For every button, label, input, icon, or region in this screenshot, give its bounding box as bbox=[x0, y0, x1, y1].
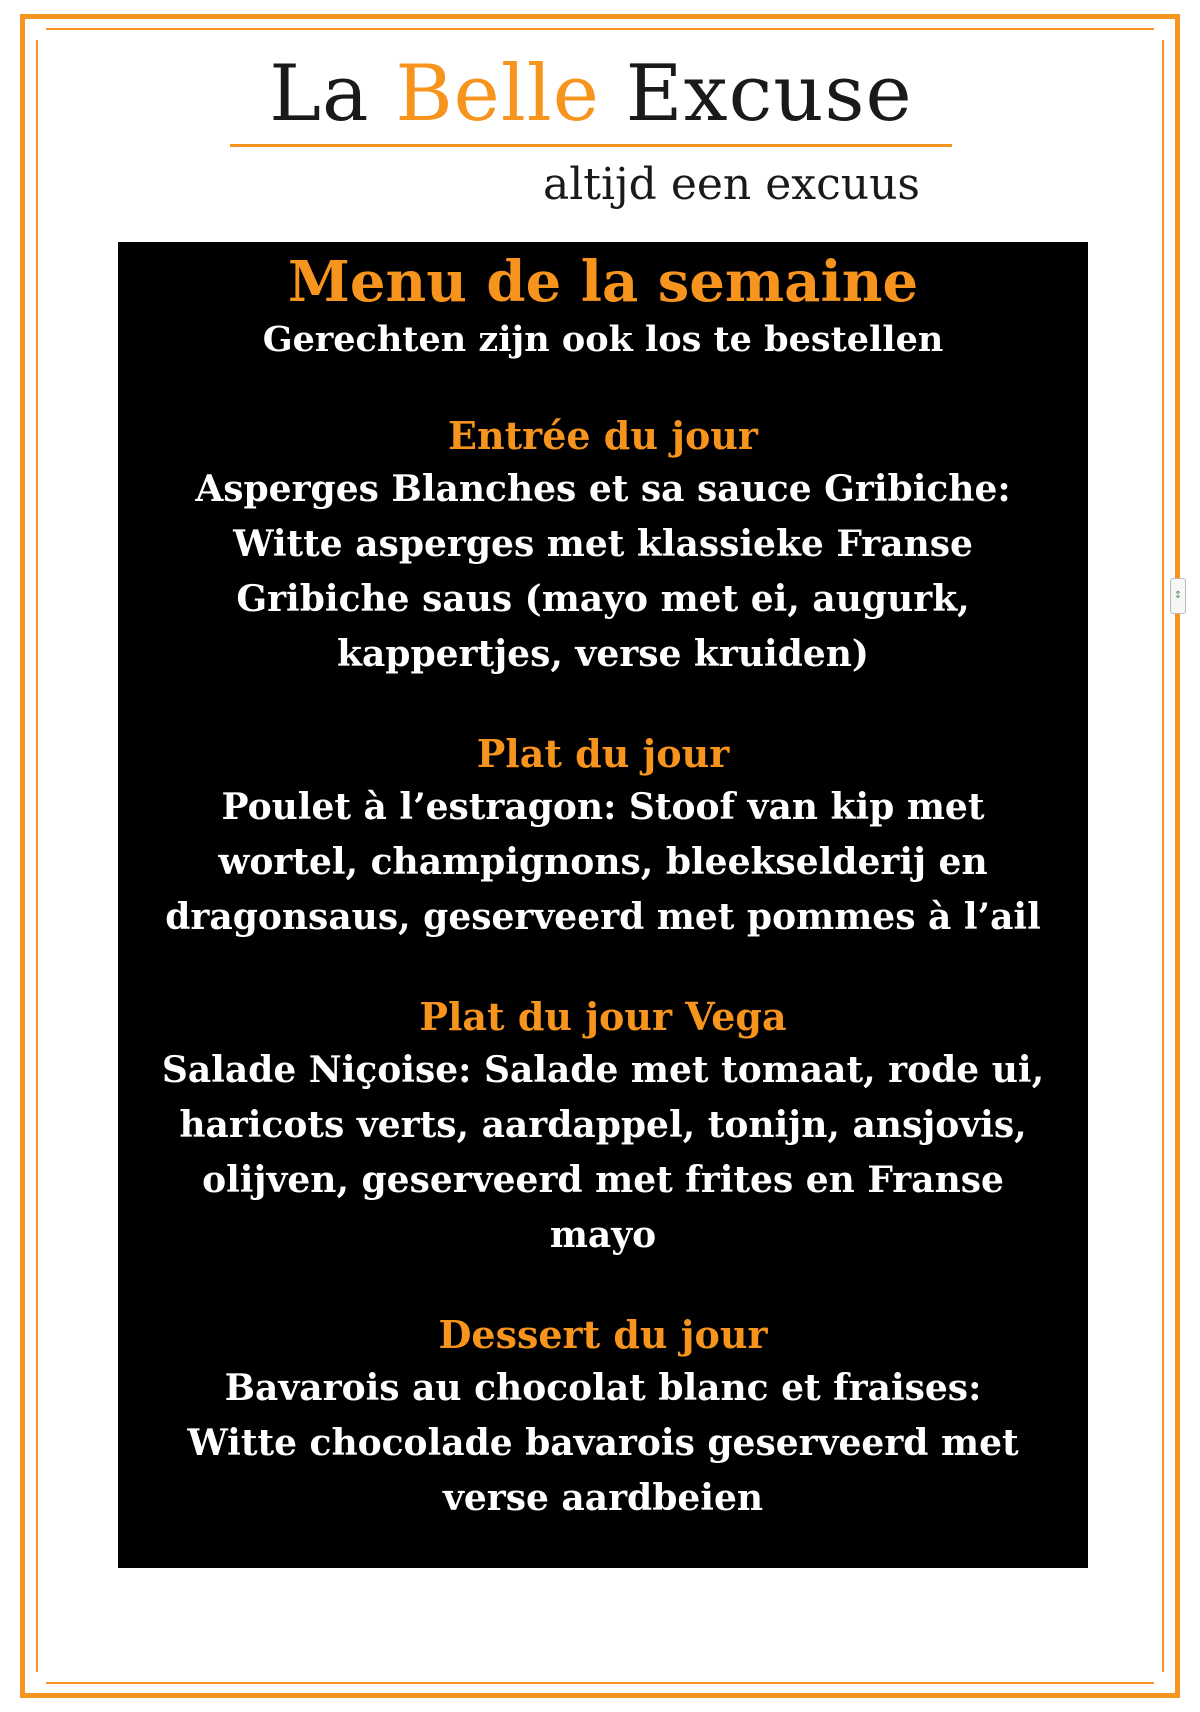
description-line: mayo bbox=[549, 1214, 657, 1256]
section-title: Plat du jour Vega bbox=[419, 994, 787, 1039]
section-description bbox=[133, 1361, 1073, 1526]
description-line: Bavarois au chocolat blanc et fraises: bbox=[224, 1367, 982, 1409]
description-line: Poulet à l’estragon: Stoof van kip met bbox=[221, 786, 985, 828]
menu-panel bbox=[118, 242, 1088, 1568]
description-line: wortel, champignons, bleekselderij en bbox=[218, 841, 988, 883]
description-line: Salade Niçoise: Salade met tomaat, rode ui, bbox=[161, 1049, 1045, 1091]
section-description bbox=[133, 780, 1073, 945]
description-line: kappertjes, verse kruiden) bbox=[337, 633, 869, 675]
section-title: Entrée du jour bbox=[448, 413, 758, 458]
menu-title: Menu de la semaine bbox=[287, 249, 919, 315]
section-entree bbox=[118, 410, 1088, 682]
menu-subtitle: Gerechten zijn ook los te bestellen bbox=[262, 319, 944, 360]
description-line: verse aardbeien bbox=[442, 1477, 764, 1519]
brand-part-1: La bbox=[269, 49, 396, 139]
frame-corner-top-left bbox=[20, 14, 46, 40]
section-dessert bbox=[118, 1309, 1088, 1526]
description-line: Gribiche saus (mayo met ei, augurk, bbox=[236, 578, 970, 620]
section-description bbox=[133, 1043, 1073, 1263]
section-title: Plat du jour bbox=[476, 731, 730, 776]
section-description bbox=[133, 462, 1073, 682]
brand-part-2: Excuse bbox=[599, 49, 913, 139]
brand-underline bbox=[230, 144, 952, 147]
menu-header bbox=[230, 46, 952, 213]
description-line: Witte asperges met klassieke Franse bbox=[233, 523, 973, 565]
tagline: altijd een excuus bbox=[542, 159, 920, 210]
description-line: Asperges Blanches et sa sauce Gribiche: bbox=[195, 468, 1011, 510]
anchor-handle-icon[interactable]: ↕ bbox=[1170, 578, 1186, 614]
section-title: Dessert du jour bbox=[438, 1312, 768, 1357]
description-line: Witte chocolade bavarois geserveerd met bbox=[187, 1422, 1019, 1464]
section-plat-vega bbox=[118, 991, 1088, 1263]
frame-corner-top-right bbox=[1154, 14, 1180, 40]
frame-corner-bottom-right bbox=[1154, 1672, 1180, 1698]
restaurant-name bbox=[230, 46, 952, 142]
frame-corner-bottom-left bbox=[20, 1672, 46, 1698]
description-line: haricots verts, aardappel, tonijn, ansjovis, bbox=[179, 1104, 1027, 1146]
section-plat bbox=[118, 728, 1088, 945]
description-line: olijven, geserveerd met frites en Franse bbox=[202, 1159, 1004, 1201]
brand-accent-word: Belle bbox=[395, 49, 600, 139]
description-line: dragonsaus, geserveerd met pommes à l’ail bbox=[165, 896, 1041, 938]
